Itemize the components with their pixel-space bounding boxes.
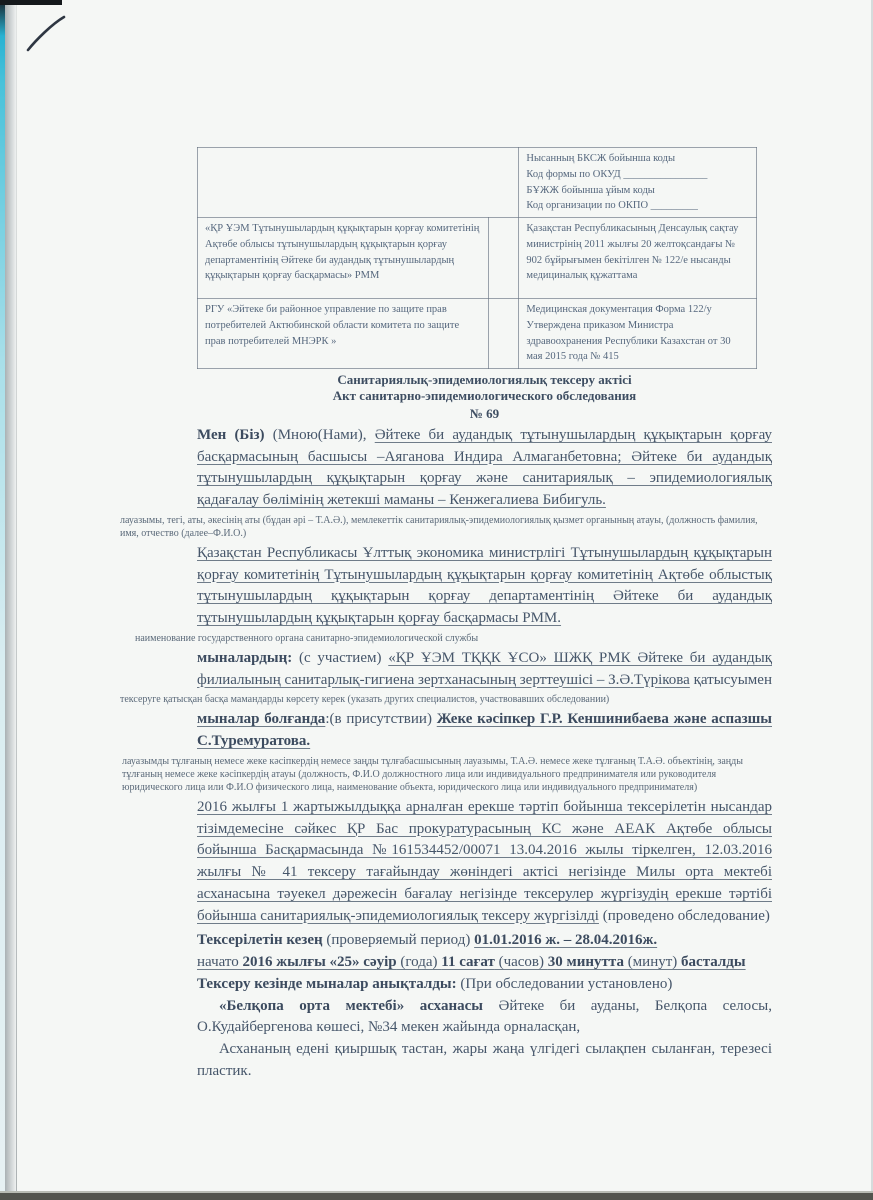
fineprint-position-name: лауазымы, тегі, аты, әкесінің аты (бұдан әрі – Т.А.Ә.), мемлекеттік санитариялық-эпидемиологиялық қызмет органының атауы, (должность фамилия, имя, отчество (далее–Ф.И.О.): [120, 514, 758, 539]
p7-chasov: (часов): [494, 954, 548, 970]
p4-plain: :(в присутствии): [325, 711, 437, 728]
document-content: [120, 147, 772, 1083]
paragraph-in-presence: [197, 709, 772, 753]
header-table: [197, 147, 757, 369]
org-kz-cell: «ҚР ҰЭМ Тұтынушылардың құқықтарын қорғау комитетінің Ақтөбе облысы тұтынушылардың құқықтарын қорғау департаментінің Әйтеке би аудандық тұтынушылардың құқықтарын қорғау басқармасы» РММ: [198, 218, 489, 299]
paragraph-object-condition: Асхананың едені қиыршық тастан, жары жаңа үлгідегі сылақпен сыланған, терезесі пластик.: [197, 1041, 772, 1079]
paragraph-inspectors: [197, 425, 772, 512]
p1-underlined: Әйтеке би аудандық тұтынушылардың құқықтарын қорғау басқармасының басшысы –Аяганова Индира Алмаганбетовна; Әйтеке би аудандық тұтынушылардың құқықтарын қорғау және санитариялық – эпидемиологиялық қадағалау бөлімінің жетекші маманы – Кенжегалиева Бибигуль.: [197, 426, 772, 508]
doc-number: № 69: [469, 405, 500, 421]
paragraph-object-address: [197, 996, 772, 1040]
paragraph-inspection-basis: [197, 797, 772, 928]
paragraph-checked-period: [197, 930, 772, 952]
start-date: 2016 жылғы «25» сәуір: [242, 954, 397, 970]
scan-edge-top: [0, 0, 62, 5]
start-minute: 30 минутта: [547, 954, 624, 970]
codes-cell: [519, 148, 757, 218]
label-findings: Тексеру кезінде мыналар анықталды:: [197, 975, 457, 992]
paragraph-findings-header: [197, 974, 772, 996]
paper-fold-line: [16, 0, 17, 1200]
p7-bastaldy: басталды: [681, 954, 746, 970]
empty-cell: [488, 218, 519, 299]
doc-title-ru: Акт санитарно-эпидемиологического обследования: [332, 388, 637, 404]
p3-underlined: «ҚР ҰЭМ ТҚҚК ҰСО» ШЖҚ РМК Әйтеке би аудандық филиалының санитарлық-гигиена зертханасының зерттеушісі – З.Ә.Түрікова: [197, 649, 772, 688]
header-table-row-org-kz: [198, 218, 757, 299]
p6-plain: (проверяемый период): [322, 932, 475, 949]
p4-names: Жеке кәсіпкер Г.Р. Кеншинибаева және аспазшы С.Туремуратова.: [197, 711, 772, 749]
doc-ru-cell: Медицинская документация Форма 122/у Утверждена приказом Министра здравоохранения Республики Казахстан от 30 мая 2015 года № 415: [519, 299, 757, 369]
p5-underlined: 2016 жылғы 1 жартыжылдыққа арналған ерекше тәртіп бойынша тексерілетін нысандар тізімдемесіне сәйкес ҚР Бас прокуратурасының КС және АЕАК Ақтөбе облысы бойынша Басқармасында №161534452/00071 13.04.2016 жылы тіркелген, 12.03.2016 жылғы № 41 тексеру тағайындау жөніндегі актісі негізінде Милы орта мектебі асханасына тәуекел дәрежесін бағалау негізінде тексерулер жүргізудің ерекше тәртібі бойынша санитариялық-эпидемиологиялық тексеру жүргізілді: [197, 798, 772, 924]
period-dates: 01.01.2016 ж. – 28.04.2016ж.: [474, 932, 658, 949]
fineprint-state-organ: наименование государственного органа санитарно-эпидемиологической службы: [135, 632, 479, 644]
header-table-row-codes: [198, 148, 757, 218]
label-mynalar-bolganda: мыналар болғанда: [197, 711, 326, 728]
fineprint-other-specialists: тексеруге қатысқан басқа мамандарды көрсету керек (указать других специалистов, участвовавших обследовании): [120, 694, 610, 706]
code-line-okud: Код формы по ОКУД ________________: [526, 168, 708, 180]
code-line-bksj: Нысанның БКСЖ бойынша коды: [526, 153, 676, 164]
document-title-block: [197, 372, 772, 422]
start-hour: 11 сағат: [441, 954, 495, 970]
code-line-bujj: БҰЖЖ бойынша ұйым коды: [526, 184, 655, 196]
p8-plain: (При обследовании установлено): [456, 975, 673, 992]
code-line-okpo: Код организации по ОКПО _________: [526, 200, 698, 212]
label-mynalardyn: мыналардың:: [197, 649, 293, 666]
pen-stroke-mark: [22, 12, 70, 56]
p9-plain: Әйтеке би ауданы, Белқопа селосы, О.Кудайбергенова көшесі, №34 мекен жайында орналасқан,: [197, 997, 772, 1036]
paragraph-start-time: [197, 952, 772, 974]
approval-kz-cell: Қазақстан Республикасының Денсаулық сақтау министрінің 2011 жылғы 20 желтоқсандағы № 902 бұйрығымен бекітілген № 122/е нысанды медициналық құжаттама: [519, 218, 757, 299]
p7-goda: (года): [396, 954, 442, 970]
header-table-row-org-ru: [198, 299, 757, 369]
p7-nachato: начато: [197, 954, 243, 970]
empty-cell: [488, 299, 519, 369]
p7-minut: (минут): [623, 954, 682, 970]
fineprint-official-person: лауазымды тұлғаның немесе жеке кәсіпкердің немесе заңды тұлғабасшысының лауазымы, Т.А.Ә. немесе жеке тұлғаның Т.А.Ә. объектінің, заңды тұлғаның немесе жеке кәсіпкердің атауы (должность, Ф.И.О должностного лица или индивидуального предпринимателя или руководителя юридического лица или Ф.И.О физического лица, наименование объекта, юридического лица или индивидуального предпринимателя): [122, 755, 743, 793]
label-period: Тексерілетін кезең: [197, 932, 323, 949]
paragraph-state-organ: Қазақстан Республикасы Ұлттық экономика министрлігі Тұтынушылардың құқықтарын қорғау комитетінің Тұтынушылардың құқықтарын қорғау комитетінің Ақтөбе облыстық тұтынушылардың құқықтарын қорғау департаментінің Әйтеке би аудандық тұтынушылардың құқықтарын қорғау басқармасы РММ.: [197, 544, 772, 626]
p3-tail: қатысуымен: [689, 671, 772, 688]
p3-plain: (с участием): [292, 649, 389, 666]
paragraph-participants: [197, 648, 772, 692]
p5-tail: (проведено обследование): [598, 907, 770, 924]
label-men-biz: Мен (Біз): [197, 426, 265, 443]
scan-edge-left-grey: [5, 0, 16, 1200]
org-ru-cell: РГУ «Эйтеке би районное управление по защите прав потребителей Актюбинской области комитета по защите прав потребителей МНЭРК »: [198, 299, 489, 369]
doc-title-kz: Санитариялық-эпидемиологиялық тексеру актісі: [337, 372, 632, 387]
scan-edge-bottom: [0, 1193, 873, 1200]
object-name: «Белқопа орта мектебі» асханасы: [219, 997, 483, 1014]
p1-plain: (Мною(Нами),: [264, 426, 375, 443]
empty-cell: [198, 148, 519, 218]
